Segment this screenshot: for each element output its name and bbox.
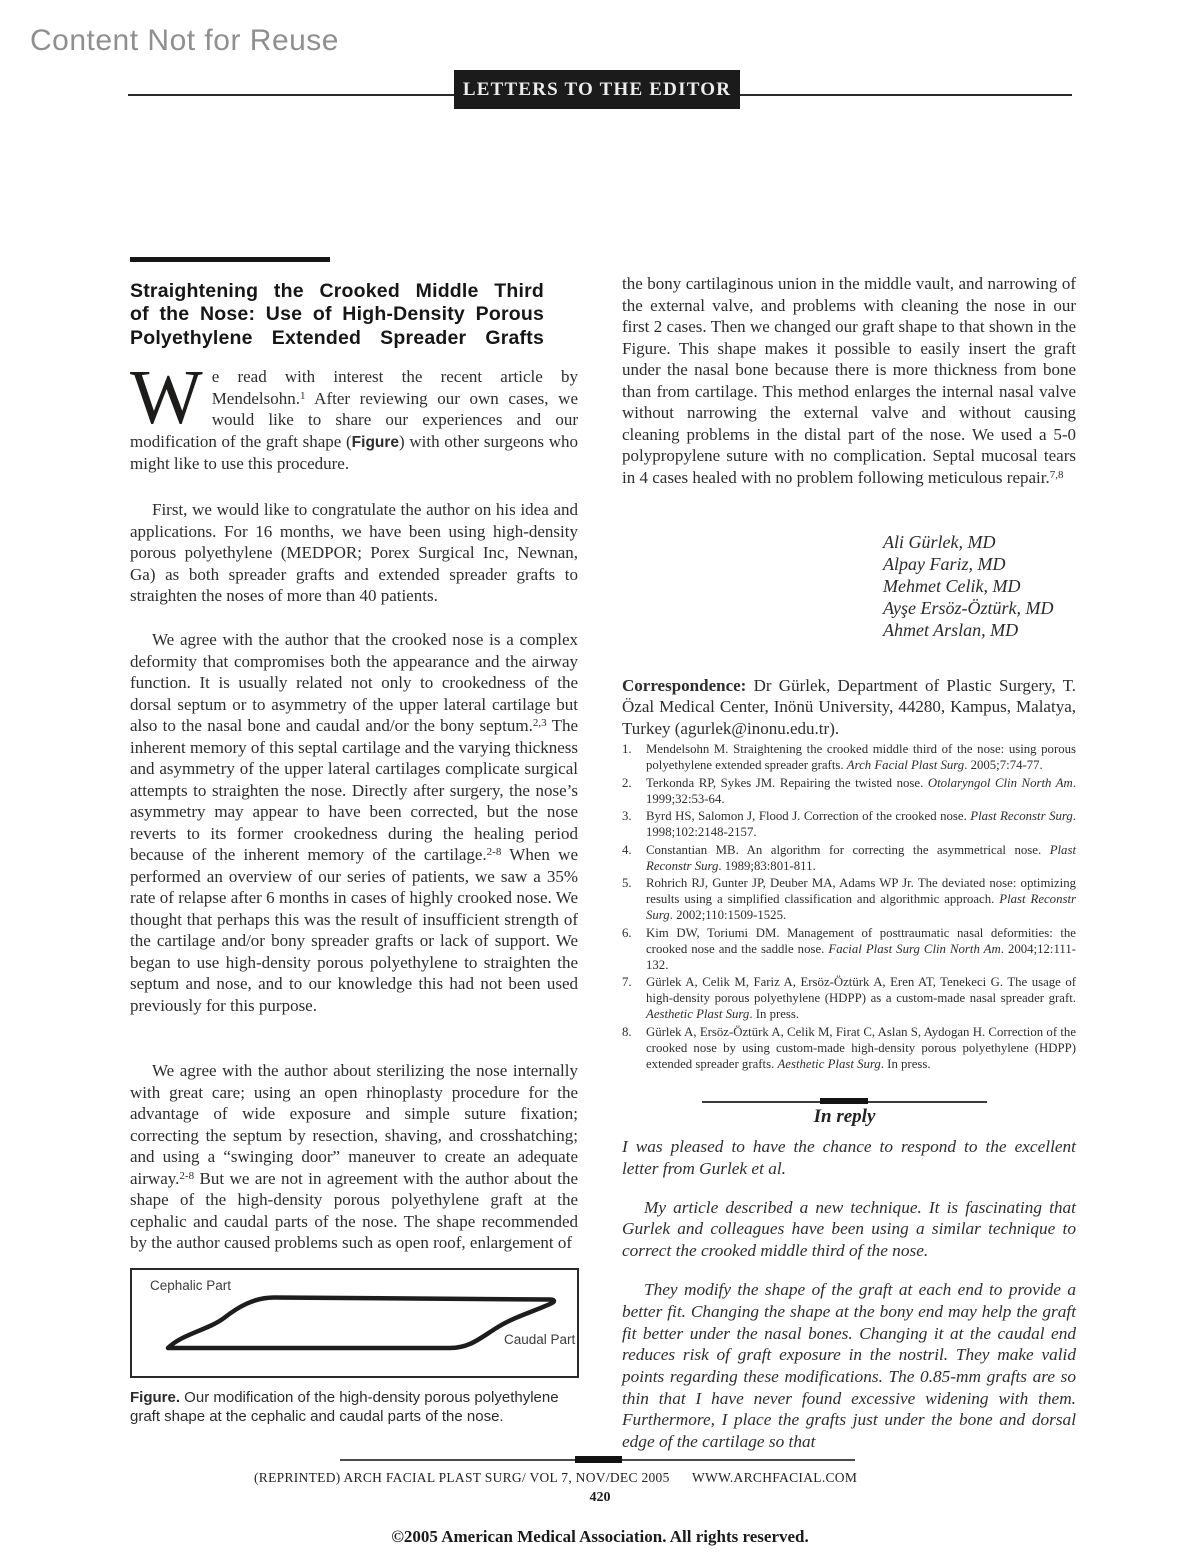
reference-item: 3. Byrd HS, Salomon J, Flood J. Correction of the crooked nose. Plast Reconstr Surg. 1998;102:2148-2157. [622,809,1076,839]
in-reply-divider [702,1097,987,1105]
signature-line: Ahmet Arslan, MD [883,620,1019,640]
letter-paragraph: We agree with the author about sterilizing the nose internally with great care; using an open rhinoplasty procedure for the advantage of wide exposure and simple suture fixation; correcting the septum by resection, shaving, and crosshatching; and using a “swinging door” maneuver to create an adequate airway.$^{2-8}$ But we are not in agreement with the author about the shape of the high-density porous polyethylene graft at the cephalic and caudal parts of the nose. The shape recommended by the author caused problems such as open roof, enlargement of [130,1061,578,1252]
reference-item: 7. Gürlek A, Celik M, Fariz A, Ersöz-Öztürk A, Eren AT, Tenekeci G. The usage of high-density porous polyethylene (HDPP) as a custom-made nasal spreader graft. Aesthetic Plast Surg. In press. [622,975,1076,1021]
reference-text: Gürlek A, Celik M, Fariz A, Ersöz-Öztürk A, Eren AT, Tenekeci G. The usage of high-density porous polyethylene (HDPP) as a custom-made nasal spreader graft. Aesthetic Plast Surg. In press. [646,975,1076,1021]
figure-label-caudal: Caudal Part [504,1332,576,1347]
reference-item: 2. Terkonda RP, Sykes JM. Repairing the twisted nose. Otolaryngol Clin North Am. 1999;32:53-64. [622,775,1077,806]
footer-website: WWW.ARCHFACIAL.COM [692,1470,858,1485]
reference-item: 4. Constantian MB. An algorithm for correcting the asymmetrical nose. Plast Reconstr Surg. 1989;83:801-811. [622,842,1076,873]
reference-item: 5. Rohrich RJ, Gunter JP, Deuber MA, Adams WP Jr. The deviated nose: optimizing results using a simplified classification and algorithmic approach. Plast Reconstr Surg. 2002;110:1509-1525. [622,876,1076,922]
page-number: 420 [589,1490,611,1505]
footer-journal-line: (REPRINTED) ARCH FACIAL PLAST SURG/ VOL 7, NOV/DEC 2005 [254,1470,670,1485]
letter-paragraph: the bony cartilaginous union in the middle vault, and narrowing of the external valve, and problems with cleaning the nose in our first 2 cases. Then we changed our graft shape to that shown in the Figure. This shape makes it possible to easily insert the graft under the nasal bone because there is more thickness from bone than from cartilage. This method enlarges the internal nasal valve without narrowing the external valve and without causing cleaning problems in the distal part of the nose. We used a 5-0 polypropylene suture with no complication. Septal mucosal tears in 4 cases healed with no problem following meticulous repair.$^{7,8}$ [622,274,1076,487]
section-banner [455,71,739,108]
signature-line: Ayşe Ersöz-Öztürk, MD [883,598,1054,618]
figure-label-cephalic: Cephalic Part [150,1278,232,1293]
reference-text: Rohrich RJ, Gunter JP, Deuber MA, Adams WP Jr. The deviated nose: optimizing results using a simplified classification and algorithmic approach. Plast Reconstr Surg. 2002;110:1509-1525. [646,876,1076,922]
letter-paragraph: First, we would like to congratulate the author on his idea and applications. For 16 months, we have been using high-density porous polyethylene (MEDPOR; Porex Surgical Inc, Newnan, Ga) as both spreader grafts and extended spreader grafts to straighten the noses of more than 40 patients. [130,500,578,605]
in-reply-heading: In reply [813,1106,876,1127]
title-rule [130,257,330,262]
reference-item: 1. Mendelsohn M. Straightening the crooked middle third of the nose: using porous polyethylene extended spreader grafts. Arch Facial Plast Surg. 2005;7:74-77. [622,742,1076,772]
dropcap: W [130,354,203,440]
watermark-text: Content Not for Reuse [30,24,339,57]
figure-frame [130,1268,579,1378]
signature-line: Mehmet Celik, MD [883,576,1021,596]
letter-title [130,280,544,350]
reference-text: Terkonda RP, Sykes JM. Repairing the twisted nose. Otolaryngol Clin North Am. 1999;32:53-64. [646,775,1077,806]
reference-item: 6. Kim DW, Toriumi DM. Management of posttraumatic nasal deformities: the crooked nose and the saddle nose. Facial Plast Surg Clin North Am. 2004;12:111-132. [622,925,1076,972]
reference-text: Mendelsohn M. Straightening the crooked middle third of the nose: using porous polyethylene extended spreader grafts. Arch Facial Plast Surg. 2005;7:74-77. [646,742,1076,772]
figure-caption: Figure. Our modification of the high-density porous polyethylene graft shape at the cephalic and caudal parts of the nose. [130,1389,559,1425]
letter-title-line: Polyethylene Extended Spreader Grafts [130,326,544,349]
in-reply-section [622,1097,1076,1470]
copyright-line: ©2005 American Medical Association. All rights reserved. [391,1527,809,1546]
signature-line: Ali Gürlek, MD [883,532,996,552]
letter-title-line: of the Nose: Use of High-Density Porous [130,303,544,326]
reference-text: Byrd HS, Salomon J, Flood J. Correction of the crooked nose. Plast Reconstr Surg. 1998;102:2148-2157. [646,809,1076,839]
correspondence-paragraph: Correspondence: Dr Gürlek, Department of Plastic Surgery, T. Özal Medical Center, Inönü University, 44280, Kampus, Malatya, Turkey (agurlek@inonu.edu.tr). [622,676,1076,738]
lede-text: e read with interest the recent article by Mendelsohn.$^1$ After reviewing our own cases, we would like to share our experiences and our modification of the graft shape (Figure) with other surgeons who might like to use this procedure. [130,367,578,473]
section-banner-label: LETTERS TO THE EDITOR [462,78,732,100]
signature-line: Alpay Fariz, MD [883,554,1006,574]
reference-text: Constantian MB. An algorithm for correcting the asymmetrical nose. Plast Reconstr Surg. 1989;83:801-811. [646,842,1076,873]
letter-lede-paragraph [130,354,578,475]
reference-text: Gürlek A, Ersöz-Öztürk A, Celik M, Firat C, Aslan S, Aydogan H. Correction of the crooked nose by using custom-made high-density porous polyethylene (HDPP) extended spreader grafts. Aesthetic Plast Surg. In press. [646,1024,1076,1071]
reply-paragraph: They modify the shape of the graft at each end to provide a better fit. Changing the shape at the bony end may help the graft fit better under the nasal bones. Changing it at the caudal end reduces risk of graft exposure in the nostril. They make valid points regarding these modifications. The 0.85-mm grafts are so thin that I have never found excessive widening with them. Furthermore, I place the grafts just under the bone and dorsal edge of the cartilage so that [622,1280,1076,1452]
reference-item: 8. Gürlek A, Ersöz-Öztürk A, Celik M, Firat C, Aslan S, Aydogan H. Correction of the crooked nose by using custom-made high-density porous polyethylene (HDPP) extended spreader grafts. Aesthetic Plast Surg. In press. [622,1024,1076,1071]
reference-text: Kim DW, Toriumi DM. Management of posttraumatic nasal deformities: the crooked nose and the saddle nose. Facial Plast Surg Clin North Am. 2004;12:111-132. [646,925,1076,972]
reply-paragraph: I was pleased to have the chance to respond to the excellent letter from Gurlek et al. [622,1137,1076,1178]
signature-block [622,531,1076,641]
figure-block [130,1268,579,1426]
reply-paragraph: My article described a new technique. It is fascinating that Gurlek and colleagues have been using a similar technique to correct the crooked middle third of the nose. [622,1197,1076,1261]
footer-rule-tick [575,1456,622,1463]
letter-paragraph: We agree with the author that the crooked nose is a complex deformity that compromises both the appearance and the airway function. It is usually related not only to crookedness of the dorsal septum or to asymmetry of the upper lateral cartilage but also to the nasal bone and caudal and/or the bony septum.$^{2,3}$ The inherent memory of this septal cartilage and the varying thickness and asymmetry of the upper lateral cartilages complicate surgical attempts to straighten the nose. Directly after surgery, the nose’s asymmetry may appear to have been corrected, but the nose reverts to its former crookedness during the healing period because of the inherent memory of the cartilage.$^{2-8}$ When we performed an overview of our series of patients, we saw a 35% rate of relapse after 6 months in cases of highly crooked nose. We thought that perhaps this was the result of insufficient strength of the cartilage and/or bony spreader grafts or lack of support. We began to use high-density porous polyethylene to straighten the septum and nose, and to our knowledge this had not been used previously for this purpose. [130,630,579,1015]
reference-list [622,741,1076,1073]
letter-title-line: Straightening the Crooked Middle Third [130,280,544,302]
